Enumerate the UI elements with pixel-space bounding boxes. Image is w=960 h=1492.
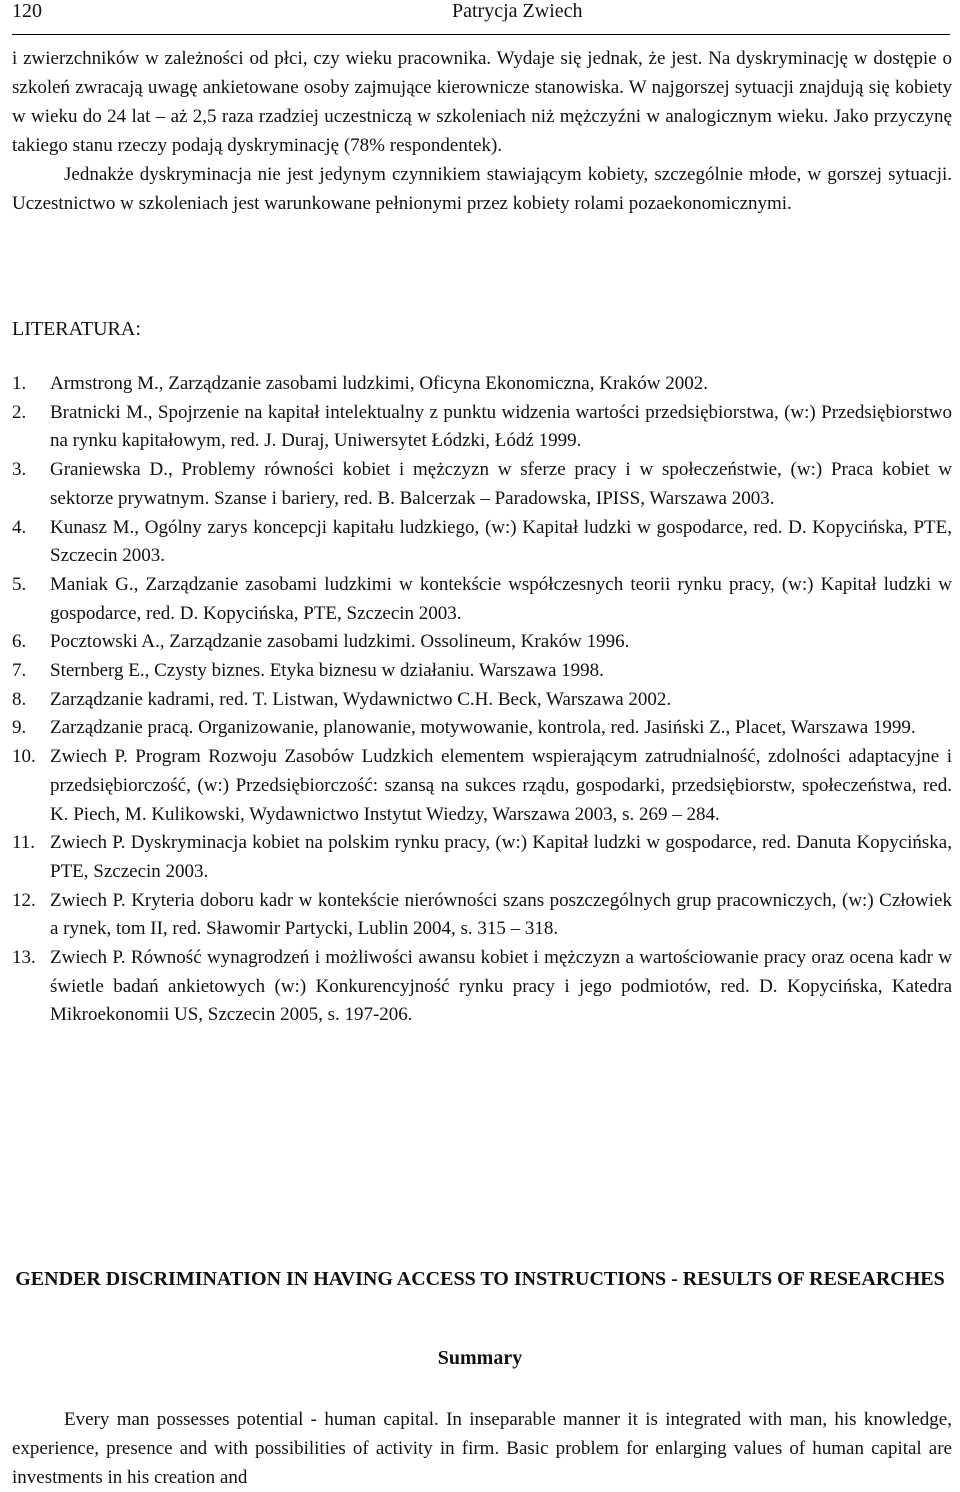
reference-text: Zarządzanie kadrami, red. T. Listwan, Wydawnictwo C.H. Beck, Warszawa 2002. [50, 688, 672, 710]
reference-text: Zwiech P. Program Rozwoju Zasobów Ludzkich elementem wspierającym zatrudnialność, zdolności adaptacyjne i przedsiębiorczość, (w:) Przedsiębiorczość: szansą na sukces rządu, gospodarki, przedsiębiorstw, społeczeństwa, red. K. Piech, M. Kulikowski, Wydawnictwo Instytut Wiedzy, Warszawa 2003, s. 269 – 284. [50, 746, 952, 825]
reference-number: 10. [12, 746, 36, 768]
reference-text: Zwiech P. Równość wynagrodzeń i możliwości awansu kobiet i mężczyzn a wartościowanie pracy oraz ocena kadr w świetle badań ankietowych (w:) Konkurencyjność rynku pracy i jego podmiotów, red. D. Kopycińska, Katedra Mikroekonomii US, Szczecin 2005, s. 197-206. [50, 947, 952, 1026]
reference-text: Zwiech P. Dyskryminacja kobiet na polskim rynku pracy, (w:) Kapitał ludzki w gospodarce, red. Danuta Kopycińska, PTE, Szczecin 2003. [50, 832, 952, 882]
english-title: GENDER DISCRIMINATION IN HAVING ACCESS TO INSTRUCTIONS - RESULTS OF RESEARCHES [15, 1268, 945, 1290]
reference-item [12, 944, 952, 1030]
reference-text: Armstrong M., Zarządzanie zasobami ludzkimi, Oficyna Ekonomiczna, Kraków 2002. [50, 373, 708, 394]
reference-number: 2. [12, 401, 27, 423]
reference-item [12, 456, 952, 513]
reference-item [12, 714, 952, 743]
reference-number: 9. [12, 717, 27, 739]
reference-number: 6. [12, 631, 27, 653]
reference-text: Kunasz M., Ogólny zarys koncepcji kapitału ludzkiego, (w:) Kapitał ludzki w gospodarce, red. D. Kopycińska, PTE, Szczecin 2003. [50, 516, 952, 567]
reference-text: Pocztowski A., Zarządzanie zasobami ludzkimi. Ossolineum, Kraków 1996. [50, 631, 630, 653]
reference-item [12, 628, 952, 657]
reference-number: 3. [12, 459, 27, 481]
running-author: Patrycja Zwiech [452, 0, 583, 22]
reference-item [12, 887, 952, 944]
reference-number: 12. [12, 889, 36, 911]
reference-number: 4. [12, 516, 27, 538]
literature-heading: LITERATURA: [12, 318, 141, 340]
reference-item [12, 514, 952, 571]
paragraph-1: i zwierzchników w zależności od płci, czy wieku pracownika. Wydaje się jednak, że jest. Na dyskryminację w dostępie o szkoleń zwracają uwagę ankietowane osoby zajmujące kierownicze stanowiska. W najgorszej sytuacji znajdują się kobiety w wieku do 24 lat – aż 2,5 raza rzadziej uczestniczą w szkoleniach niż mężczyźni w analogicznym wieku. Jako przyczynę takiego stanu rzeczy podają dyskryminację (78% respondentek). [12, 48, 952, 156]
reference-number: 5. [12, 573, 27, 595]
summary-text: Every man possesses potential - human capital. In inseparable manner it is integrated with man, his knowledge, experience, presence and with possibilities of activity in firm. Basic problem for enlarging values of human capital are investments in his creation and [12, 1409, 952, 1488]
reference-text: Bratnicki M., Spojrzenie na kapitał intelektualny z punktu widzenia wartości przedsiębiorstwa, (w:) Przedsiębiorstwo na rynku kapitałowym, red. J. Duraj, Uniwersytet Łódzki, Łódź 1999. [50, 401, 952, 452]
reference-text: Zwiech P. Kryteria doboru kadr w kontekście nierówności szans poszczególnych grup pracowniczych, (w:) Człowiek a rynek, tom II, red. Sławomir Partycki, Lublin 2004, s. 315 – 318. [50, 889, 952, 940]
reference-number: 13. [12, 947, 36, 969]
reference-item [12, 743, 952, 829]
reference-item [12, 571, 952, 628]
summary-heading: Summary [437, 1347, 523, 1369]
reference-list [12, 370, 952, 1030]
body-text [12, 44, 952, 218]
reference-item [12, 657, 952, 686]
reference-number: 1. [12, 373, 27, 394]
reference-number: 7. [12, 660, 27, 682]
running-header [12, 0, 950, 35]
reference-item [12, 370, 952, 399]
reference-item [12, 829, 952, 886]
reference-text: Zarządzanie pracą. Organizowanie, planowanie, motywowanie, kontrola, red. Jasiński Z., Placet, Warszawa 1999. [50, 717, 916, 739]
paragraph-2: Jednakże dyskryminacja nie jest jedynym czynnikiem stawiającym kobiety, szczególnie młode, w gorszej sytuacji. Uczestnictwo w szkoleniach jest warunkowane pełnionymi przez kobiety rolami pozaekonomicznymi. [12, 164, 952, 214]
reference-number: 11. [12, 832, 36, 854]
reference-number: 8. [12, 688, 27, 710]
reference-text: Sternberg E., Czysty biznes. Etyka biznesu w działaniu. Warszawa 1998. [50, 660, 604, 682]
reference-item [12, 399, 952, 456]
reference-text: Graniewska D., Problemy równości kobiet i mężczyzn w sferze pracy i w społeczeństwie, (w:) Praca kobiet w sektorze prywatnym. Szanse i bariery, red. B. Balcerzak – Paradowska, IPISS, Warszawa 2003. [50, 459, 952, 509]
reference-item [12, 686, 952, 715]
page-number: 120 [12, 0, 42, 22]
reference-text: Maniak G., Zarządzanie zasobami ludzkimi w kontekście współczesnych teorii rynku pracy, (w:) Kapitał ludzki w gospodarce, red. D. Kopycińska, PTE, Szczecin 2003. [50, 573, 952, 624]
